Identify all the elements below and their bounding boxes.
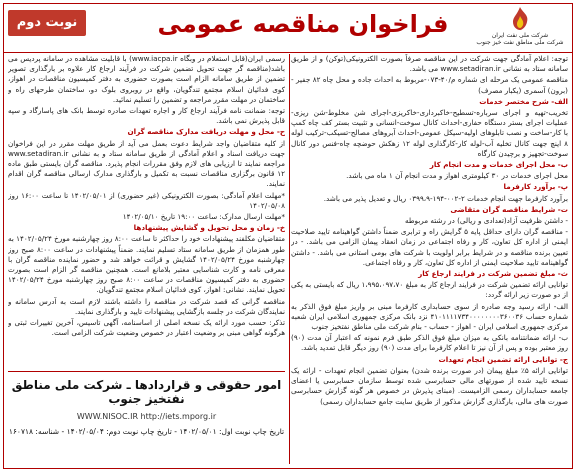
- paragraph: - داشتن ظرفیت آزاد(تعدادی و ریالی) در رشته مربوطه: [404, 216, 568, 226]
- left-column: [8, 54, 285, 368]
- paragraph: - مناقصه گران دارای حداقل پایه ۵ گرایش راه و ترابری ضمناً داشتن گواهینامه تایید صلاحیت ایمنی از اداره کل تعاون، کار و رفاه اجتماعی در زمان انعقاد پیمان الزامی می باشد. - در تعیین برنده مناقصه و در شرایط برابر اولویت با شرکت های بومی استانی می باشد. - داشتن گواهینامه تایید صلاحیت ایمنی از اداره کل تعاون، کار و رفاه اجتماعی.: [291, 227, 568, 267]
- paragraph: *مهلت ارسال مدارک: ساعت ۱۹:۰۰ تاریخ ۱۴۰۲/۰۵/۱۰: [122, 212, 285, 222]
- paragraph: ب- ارائه ضمانتنامه بانکی به میزان مبلغ فوق الذکر طبق فرم نمونه که اعتبار آن مدت (۹۰) روز معتبر بوده و پس از آن نیز تا اعلام کارفرما برای مدت (۹۰) روز دیگر قابل تمدید باشد.: [291, 333, 568, 353]
- notice-header: [4, 4, 572, 53]
- paragraph: مناقصه عمومی یک مرحله ای شماره م/۴۰-۰۷۳-مربوط به احداث جاده و محل چاه ۸۲ جفیر - (برون) آسمری (یکبار مصرف): [291, 75, 568, 95]
- paragraph: توجه: ضمانت نامه فرآیند ارجاع کار و اجاره تعهدات صادره توسط بانک های پاسارگاد و سپه قابل پذیرش نمی باشد.: [8, 106, 285, 126]
- paragraph: تذکر: حسب مورد ارائه یک نسخه اصلی از اساسنامه، آگهی تاسیس، آخرین تغییرات ثبتی و هرگونه گواهی مبنی بر وضعیت اعتبار در خصوص وضعیت شرکت الزامی است.: [8, 318, 285, 338]
- section-heading: ب- محل اجرای خدمات و مدت انجام کار: [429, 160, 568, 170]
- section-heading: الف- شرح مختصر خدمات: [479, 96, 568, 106]
- footer: [8, 371, 285, 464]
- website-links[interactable]: WWW.NISOC.IR http://iets.mporg.ir: [76, 412, 217, 421]
- paragraph: مناقصه گرانی که قصد شرکت در مناقصه را داشته باشند لازم است به آدرس سامانه و نمایندگان شرکت در جلسه بازگشایی پیشنهادات تایید و بارگذاری نمایند.: [8, 296, 285, 316]
- print-dates: تاریخ چاپ نوبت اول: ۱۴۰۲/۰۵/۰۱ - تاریخ چاپ نوبت دوم: ۱۴۰۲/۰۵/۰۴ - شناسه: ۱۶۰۷۱۸: [8, 427, 285, 436]
- round-badge: نوبت دوم: [8, 10, 86, 36]
- paragraph: توانایی ارائه تضمین شرکت در فرایند ارجاع کار به مبلغ ۱،۹۹۵،۰۹۷،۷۰ ریال که بایستی به یکی از دو صورت زیر ارائه گردد:: [291, 280, 568, 300]
- paragraph: محل اجرای خدمات در ۳۰ کیلومتری اهواز و مدت انجام آن ۱ ماه می باشد.: [346, 171, 568, 181]
- paragraph: تخریب-تهیه و اجرای سرباره-تسطیح-خاکبرداری-خاکریزی-اجرای شن مخلوط-شن ریزی-عملیات اجرای بستر دستگاه حفاری-احداث کانال سوخت-انسانی و تثبیت بستر کف چاه کمپ با کار-ساخت و نصب تابلوهای اولیه-سیکل عمومی-احداث آبروهای مصالح-تسیکب-ترکیب لوله ۸ اینچ جهت کانال تخلیه آب-لوله کار-کارگذاری لوله ۱۲ زهکش حوضچه چاه-فنس دور کانال سوخت-تجهیز و برچیدن کارگاه: [291, 108, 568, 158]
- section-heading: ث- مبلغ تضمین شرکت در فرایند ارجاع کار: [418, 269, 568, 279]
- department-name: امور حقوقی و قراردادها ـ شرکت ملی مناطق نفتخیز جنوب: [11, 378, 282, 406]
- section-heading: ح- محل و مهلت دریافت مدارک مناقصه گران: [127, 127, 285, 137]
- paragraph: *مهلت اعلام آمادگی: بصورت الکترونیکی (غیر حضوری) از ۱۴۰۲/۰۵/۰۱ تا ساعت ۱۶:۰۰ روز ۱۴۰۲/۰۵/۰۸: [8, 190, 285, 210]
- paragraph: برآورد کارفرما جهت انجام خدمات ۲-۰۰۲-۱۹۴-۰۳۹۹،۹ ریال و تعدیل پذیر می باشد.: [323, 193, 568, 203]
- logo-line1: شرکت ملی نفت ایران: [491, 32, 549, 39]
- section-heading: پ- برآورد کارفرما: [503, 182, 568, 192]
- right-column: [291, 54, 568, 464]
- paragraph: متقاضیان مکلفند پیشنهادات خود را حداکثر تا ساعت ۸:۰۰ روز چهارشنبه مورخ ۱۴۰۲/۰۵/۲۴ به طور همزمان از طریق سامانه ستاد تسلیم نمایند. ضمناً پیشنهادات در ساعت ۸:۰۰ صبح روز چهارشنبه مورخ ۱۴۰۲/۰۵/۲۴ گشایش و قرائت خواهد شد و حضور نماینده مناقصه گران با معرفی نامه و کارت شناسایی معتبر بلامانع است. همچنین مناقصه گر الزام است بصورت حضوری به دفتر کمیسیون مناقصات در ساعت ۸:۰۰ صبح روز چهارشنبه مورخ ۱۴۰۲/۰۵/۲۴ تحویل نمایند. نشانی: اهواز، کوی فدائیان اسلام مجتمع تندگویان.: [8, 234, 285, 295]
- flame-icon: [505, 6, 535, 32]
- logo-line2: شرکت ملی مناطق نفت خیز جنوب: [476, 39, 564, 46]
- paragraph: توجه: اعلام آمادگی جهت شرکت در این مناقصه صرفاً بصورت الکترونیکی(توکن) و از طریق سامانه ستاد به نشانی www.setadiran.ir می باشد.: [291, 54, 568, 74]
- nioc-logo: [472, 6, 568, 50]
- section-heading: خ- زمان و محل تحویل و گشایش پیشنهادها: [133, 223, 285, 233]
- section-heading: ج- توانایی ارائه تضمین انجام تعهدات: [438, 354, 568, 364]
- column-divider: [289, 54, 290, 464]
- paragraph: توانایی ارائه ۵٪ مبلغ پیمان (در صورت برنده شدن) بعنوان تضمین انجام تعهدات - ارائه یک نسخه تایید شده از صورتهای مالی حسابرسی شده توسط سازمان حسابرسی یا اعضای جامعه حسابداران رسمی الزامیست. (مبنای پذیرش در خصوص هر گونه گزارش حسابرسی صورت های مالی، بارگذاری گزارش مذکور از طریق سایت جامع حسابداران رسمی): [291, 365, 568, 406]
- paragraph: الف- ارائه رسید وجه صادره از سوی حسابداری کارفرما مبنی بر واریز مبلغ فوق الذکر به شماره حساب ۴۱۰۱۱۱۱۷۳۴۰۰۰۰۰۰۰۰۳۶۰۰۳۶ نزد بانک مرکزی جمهوری اسلامی ایران شعبه مرکزی جمهوری اسلامی ایران - اهواز - حساب - بنام شرکت ملی مناطق نفتخیز جنوب: [291, 301, 568, 332]
- page-title: فراخوان مناقصه عمومی: [157, 10, 449, 38]
- paragraph: از کلیه متقاضیان واجد شرایط دعوت بعمل می آید از طریق مهلت مقرر در این فراخوان جهت دریافت اسناد و اعلام آمادگی از طریق سامانه ستاد و به نشانی www.setadiran.ir مراجعه نمایند تا ارزیابی های لازم وفق مقررات انجام پذیرد. مناقصه گران بایستی طبق ماده ۱۲ قانون برگزاری مناقصات نسبت به تکمیل و بارگذاری مدارک ارسالی مناقصه گران اقدام نمایند.: [8, 138, 285, 189]
- section-heading: ت- شرایط مناقصه گران متقاضی: [450, 204, 568, 214]
- paragraph: رسمی ایران(قابل استعلام در وبگاه www.iacpa.ir) با قابلیت مشاهده در سامانه پردیس می باشد(مناقصه گر جهت تحویل تضمین شرکت در فرآیند ارجاع کار علاوه بر بارگذاری تصویر تضمین از طریق سامانه الزام است بصورت حضوری به دفتر کمیسیون مناقصات در اهواز، کوی فدائیان اسلام مجتمع تندگویان، واقع در روبروی بلوک دو، ساختمان طرحهای راه و ساختمان در مهلت مقرر مراجعه و تضمین را تسلیم نمائید.: [8, 54, 285, 104]
- tender-notice-page: [3, 3, 573, 469]
